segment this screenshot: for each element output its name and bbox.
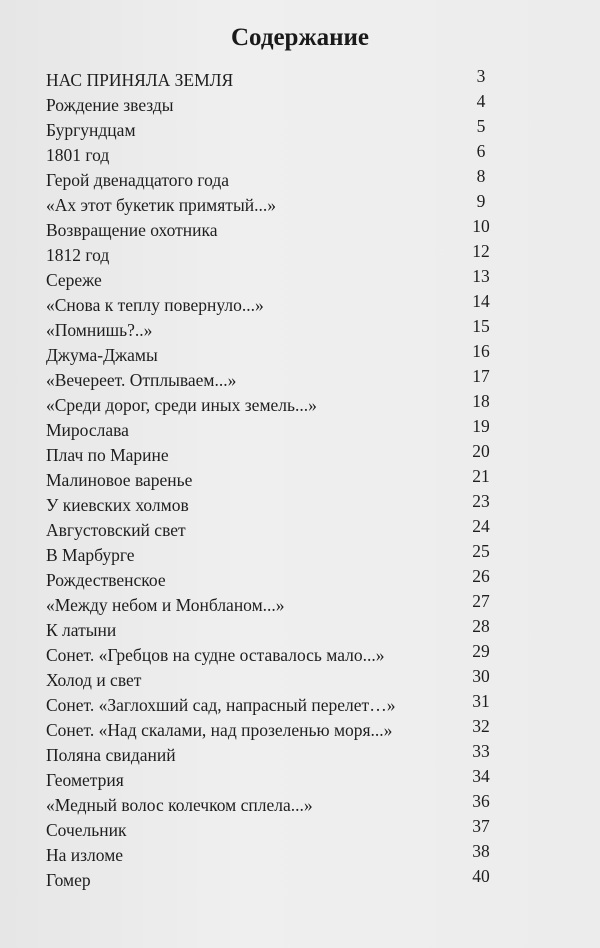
toc-entry-page: 30 [472, 666, 490, 686]
toc-entry-title: Гомер [46, 870, 91, 890]
toc-entry [46, 493, 506, 518]
toc-entry [46, 543, 506, 568]
table-of-contents [46, 68, 506, 893]
toc-entry [46, 143, 506, 168]
toc-entry-title: «Между небом и Монбланом...» [46, 595, 285, 615]
toc-entry-title: Мирослава [46, 420, 129, 440]
toc-entry-page: 40 [472, 866, 490, 886]
toc-entry-page: 5 [476, 116, 486, 136]
toc-entry-title: Бургундцам [46, 120, 136, 140]
toc-entry [46, 218, 506, 243]
toc-entry [46, 793, 506, 818]
toc-entry [46, 393, 506, 418]
toc-entry [46, 93, 506, 118]
toc-entry-page: 16 [472, 341, 490, 361]
toc-entry-title: Малиновое варенье [46, 470, 193, 490]
toc-entry-page: 14 [472, 291, 490, 311]
toc-entry-title: Геометрия [46, 770, 124, 790]
toc-entry [46, 868, 506, 893]
toc-entry [46, 168, 506, 193]
toc-entry-title: «Среди дорог, среди иных земель...» [46, 395, 317, 415]
toc-entry-page: 4 [476, 91, 486, 111]
toc-entry-page: 19 [472, 416, 490, 436]
toc-entry-page: 31 [472, 691, 490, 711]
toc-entry-title: Сереже [46, 270, 102, 290]
toc-entry [46, 518, 506, 543]
toc-entry [46, 643, 506, 668]
toc-entry-title: «Медный волос колечком сплела...» [46, 795, 313, 815]
toc-entry-page: 26 [472, 566, 490, 586]
toc-entry [46, 193, 506, 218]
toc-entry-page: 37 [472, 816, 490, 836]
toc-entry [46, 443, 506, 468]
toc-entry [46, 668, 506, 693]
page-title: Содержание [230, 24, 369, 51]
toc-entry-page: 28 [472, 616, 490, 636]
toc-entry [46, 593, 506, 618]
toc-entry-title: Сонет. «Заглохший сад, напрасный перелет…» [46, 695, 396, 715]
toc-entry-title: Холод и свет [46, 670, 142, 690]
toc-entry-title: «Помнишь?..» [46, 320, 153, 340]
toc-entry-page: 29 [472, 641, 490, 661]
toc-entry-title: 1812 год [46, 245, 110, 265]
toc-entry-page: 25 [472, 541, 490, 561]
toc-entry [46, 618, 506, 643]
toc-entry-title: Джума-Джамы [46, 345, 158, 365]
toc-entry [46, 343, 506, 368]
toc-entry [46, 118, 506, 143]
toc-entry-title: Поляна свиданий [46, 745, 176, 765]
toc-entry [46, 418, 506, 443]
toc-entry-page: 9 [476, 191, 486, 211]
toc-entry-title: В Марбурге [46, 545, 135, 565]
toc-entry [46, 293, 506, 318]
toc-entry-title: К латыни [46, 620, 117, 640]
toc-entry-page: 27 [472, 591, 490, 611]
toc-entry-page: 8 [476, 166, 486, 186]
toc-entry [46, 693, 506, 718]
toc-entry [46, 568, 506, 593]
toc-entry-title: Рождественское [46, 570, 166, 590]
toc-entry-page: 18 [472, 391, 490, 411]
toc-entry [46, 743, 506, 768]
toc-entry-title: 1801 год [46, 145, 110, 165]
toc-entry-title: НАС ПРИНЯЛА ЗЕМЛЯ [46, 70, 234, 90]
toc-entry-title: Сонет. «Над скалами, над прозеленью моря...» [46, 720, 393, 740]
toc-entry-title: Августовский свет [46, 520, 186, 540]
toc-entry-page: 21 [472, 466, 490, 486]
toc-entry [46, 718, 506, 743]
toc-entry-title: Герой двенадцатого года [46, 170, 230, 190]
toc-entry-page: 3 [476, 66, 486, 86]
toc-entry [46, 468, 506, 493]
toc-entry-title: Сонет. «Гребцов на судне оставалось мало...» [46, 645, 385, 665]
toc-entry-title: На изломе [46, 845, 124, 865]
toc-entry [46, 268, 506, 293]
toc-entry-page: 33 [472, 741, 490, 761]
toc-entry-page: 36 [472, 791, 490, 811]
toc-entry-page: 20 [472, 441, 490, 461]
toc-entry-title: У киевских холмов [46, 495, 189, 515]
toc-entry-page: 15 [472, 316, 490, 336]
toc-entry-title: «Снова к теплу повернуло...» [46, 295, 264, 315]
toc-entry [46, 368, 506, 393]
toc-entry-page: 6 [476, 141, 486, 161]
toc-entry [46, 818, 506, 843]
toc-entry [46, 768, 506, 793]
toc-entry [46, 243, 506, 268]
toc-entry-page: 32 [472, 716, 490, 736]
toc-entry-title: Возвращение охотника [46, 220, 218, 240]
toc-entry-page: 10 [472, 216, 490, 236]
toc-entry-title: Сочельник [46, 820, 127, 840]
toc-entry-page: 12 [472, 241, 490, 261]
toc-entry-page: 24 [472, 516, 490, 536]
toc-entry-title: Плач по Марине [46, 445, 169, 465]
toc-entry [46, 843, 506, 868]
toc-entry-page: 34 [472, 766, 490, 786]
toc-entry [46, 318, 506, 343]
toc-entry-page: 13 [472, 266, 490, 286]
toc-entry-title: «Вечереет. Отплываем...» [46, 370, 237, 390]
toc-entry-page: 17 [472, 366, 490, 386]
toc-entry [46, 68, 506, 93]
toc-entry-title: «Ах этот букетик примятый...» [46, 195, 276, 215]
toc-entry-page: 23 [472, 491, 490, 511]
toc-entry-page: 38 [472, 841, 490, 861]
toc-entry-title: Рождение звезды [46, 95, 174, 115]
